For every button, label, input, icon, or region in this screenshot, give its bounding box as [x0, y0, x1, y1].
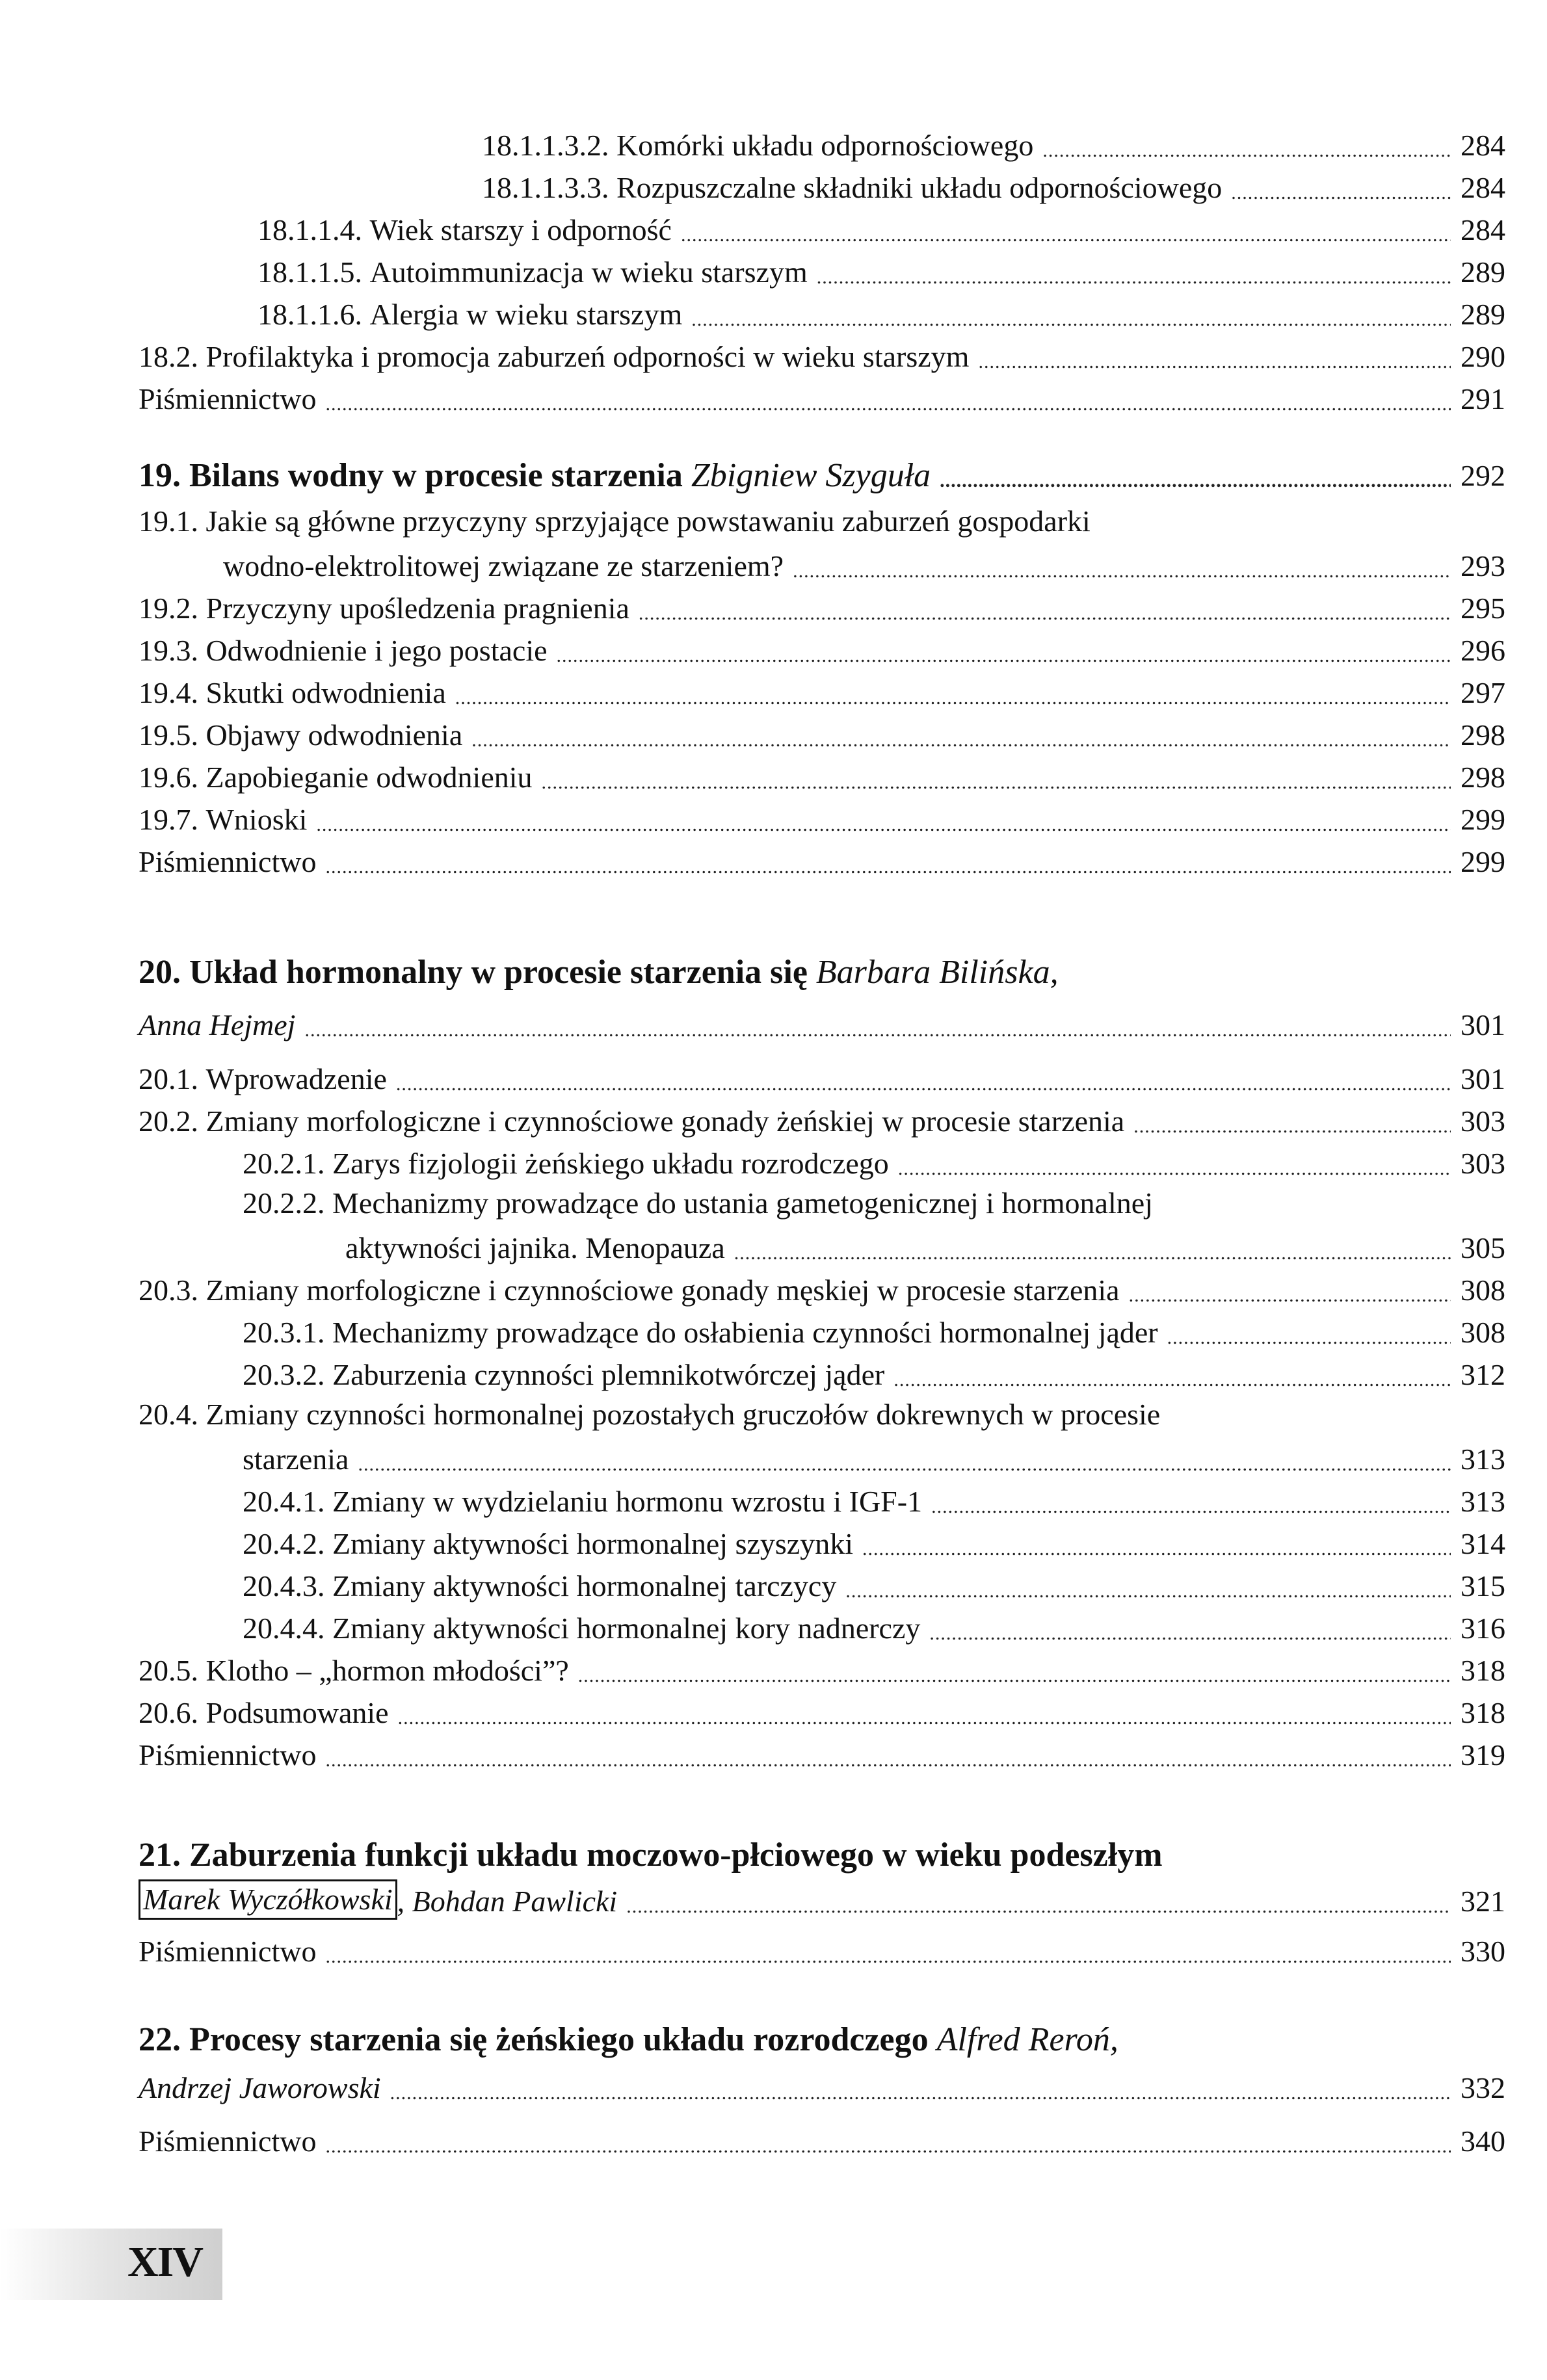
chapter-page: 332	[1461, 2071, 1505, 2104]
entry-page: 308	[1461, 1316, 1505, 1349]
entry-page: 303	[1461, 1105, 1505, 1138]
chapter-page: 321	[1461, 1885, 1505, 1918]
dot-leader	[940, 468, 1451, 494]
dot-leader	[1167, 1325, 1451, 1351]
entry-number: 19.6.	[139, 761, 198, 794]
entry-page: 284	[1461, 171, 1505, 204]
dot-leader	[325, 2134, 1451, 2160]
dot-leader	[325, 1944, 1451, 1970]
page-number-tab	[0, 2229, 222, 2300]
toc-entry[interactable]	[139, 1270, 1505, 1309]
entry-title: Klotho – „hormon młodości”?	[205, 1654, 569, 1687]
entry-page: 284	[1461, 129, 1505, 162]
dot-leader	[325, 854, 1451, 880]
dot-leader	[1133, 1114, 1451, 1140]
entry-title: Wnioski	[205, 803, 308, 836]
entry-title: Mechanizmy prowadzące do ustania gametogenicznej i hormonalnej	[332, 1186, 1153, 1220]
toc-entry[interactable]	[139, 1101, 1505, 1140]
entry-title: Zapobieganie odwodnieniu	[205, 761, 533, 794]
entry-number: 20.2.2.	[243, 1186, 325, 1220]
entry-title: Komórki układu odpornościowego	[616, 129, 1034, 162]
entry-number: 20.3.2.	[243, 1358, 325, 1391]
entry-page: 316	[1461, 1612, 1505, 1645]
entry-page: 296	[1461, 634, 1505, 667]
entry-number: 19.5.	[139, 718, 198, 752]
dot-leader	[929, 1621, 1451, 1647]
entry-number: 18.1.1.3.3.	[482, 171, 609, 204]
entry-title: Rozpuszczalne składniki układu odpornościowego	[616, 171, 1223, 204]
dot-leader	[396, 1071, 1451, 1097]
toc-entry[interactable]	[139, 1565, 1505, 1604]
dot-leader	[1231, 180, 1451, 206]
entry-title: Zmiany morfologiczne i czynnościowe gonady męskiej w procesie starzenia	[205, 1274, 1120, 1307]
entry-title: Objawy odwodnienia	[205, 718, 463, 752]
dot-leader	[304, 1017, 1451, 1043]
dot-leader	[578, 1663, 1451, 1689]
entry-number: 20.4.	[139, 1398, 198, 1431]
chapter-21-authors-line[interactable]	[139, 1881, 1505, 1920]
dot-leader	[1129, 1283, 1451, 1309]
entry-page: 305	[1461, 1231, 1505, 1264]
entry-number: 18.1.1.4.	[258, 213, 362, 246]
chapter-22-heading[interactable]	[139, 2022, 1118, 2058]
dot-leader	[557, 643, 1451, 669]
dot-leader	[390, 2080, 1451, 2106]
entry-page: 330	[1461, 1935, 1505, 1968]
entry-page: 289	[1461, 298, 1505, 331]
chapter-authors: Zbigniew Szyguła	[691, 457, 931, 494]
dot-leader	[542, 770, 1451, 796]
chapter-page: 301	[1461, 1008, 1505, 1041]
toc-entry[interactable]	[139, 757, 1505, 796]
page-number: XIV	[127, 2238, 203, 2286]
chapter-authors: , Bohdan Pawlicki	[397, 1885, 618, 1918]
toc-entry-bibliography[interactable]	[139, 1931, 1505, 1970]
entry-page: 301	[1461, 1062, 1505, 1095]
entry-title: Zmiany aktywności hormonalnej kory nadnerczy	[332, 1612, 921, 1645]
entry-title: Odwodnienie i jego postacie	[205, 634, 548, 667]
toc-entry[interactable]	[139, 1650, 1505, 1689]
entry-title: Przyczyny upośledzenia pragnienia	[205, 592, 629, 625]
entry-page: 298	[1461, 761, 1505, 794]
dot-leader	[793, 558, 1451, 584]
entry-title: Zmiany aktywności hormonalnej tarczycy	[332, 1569, 837, 1602]
toc-entry-line2[interactable]	[139, 1227, 1505, 1266]
toc-entry[interactable]	[139, 125, 1505, 164]
entry-title-cont: starzenia	[243, 1443, 349, 1476]
entry-number: 19.7.	[139, 803, 198, 836]
toc-entry[interactable]	[139, 1608, 1505, 1647]
dot-leader	[817, 265, 1451, 291]
toc-entry[interactable]	[139, 1692, 1505, 1731]
entry-title: Piśmiennictwo	[139, 1738, 317, 1772]
toc-entry-line1[interactable]	[139, 1396, 1160, 1433]
dot-leader	[734, 1240, 1451, 1266]
toc-entry[interactable]	[139, 336, 1505, 375]
toc-entry-bibliography[interactable]	[139, 2121, 1505, 2160]
entry-page: 313	[1461, 1485, 1505, 1518]
entry-title: Zmiany morfologiczne i czynnościowe gonady żeńskiej w procesie starzenia	[205, 1105, 1125, 1138]
entry-title-cont: aktywności jajnika. Menopauza	[345, 1231, 725, 1264]
toc-entry[interactable]	[139, 1058, 1505, 1097]
entry-page: 340	[1461, 2125, 1505, 2158]
toc-entry-bibliography[interactable]	[139, 378, 1505, 417]
entry-title: Piśmiennictwo	[139, 2125, 317, 2158]
chapter-title: Zaburzenia funkcji układu moczowo-płciowego w wieku podeszłym	[189, 1837, 1163, 1874]
dot-leader	[639, 601, 1451, 627]
toc-entry[interactable]	[139, 714, 1505, 753]
entry-title: Mechanizmy prowadzące do osłabienia czynności hormonalnej jąder	[332, 1316, 1158, 1349]
entry-title: Profilaktyka i promocja zaburzeń odporności w wieku starszym	[205, 340, 970, 373]
dot-leader	[626, 1894, 1451, 1920]
entry-page: 299	[1461, 845, 1505, 878]
toc-entry[interactable]	[139, 1481, 1505, 1520]
chapter-page: 292	[1461, 459, 1505, 492]
entry-page: 308	[1461, 1274, 1505, 1307]
dot-leader	[898, 1156, 1451, 1182]
entry-number: 20.4.4.	[243, 1612, 325, 1645]
entry-page: 318	[1461, 1696, 1505, 1729]
dot-leader	[893, 1367, 1451, 1393]
toc-entry-line1[interactable]	[139, 503, 1091, 540]
entry-page: 289	[1461, 255, 1505, 289]
entry-title: Piśmiennictwo	[139, 1935, 317, 1968]
dot-leader	[358, 1452, 1451, 1478]
toc-entry-line2[interactable]	[139, 545, 1505, 584]
entry-title: Zmiany czynności hormonalnej pozostałych gruczołów dokrewnych w procesie	[205, 1398, 1161, 1431]
chapter-21-heading[interactable]	[139, 1837, 1163, 1874]
chapter-22-authors-line[interactable]	[139, 2067, 1505, 2106]
chapter-title: Bilans wodny w procesie starzenia	[189, 457, 683, 494]
entry-number: 20.4.1.	[243, 1485, 325, 1518]
entry-number: 18.1.1.3.2.	[482, 129, 609, 162]
entry-number: 19.4.	[139, 676, 198, 709]
dot-leader	[845, 1578, 1451, 1604]
entry-page: 295	[1461, 592, 1505, 625]
entry-number: 20.4.2.	[243, 1527, 325, 1560]
entry-page: 291	[1461, 382, 1505, 415]
entry-page: 319	[1461, 1738, 1505, 1772]
entry-number: 18.1.1.6.	[258, 298, 362, 331]
dot-leader	[398, 1705, 1451, 1731]
entry-title: Zmiany w wydzielaniu hormonu wzrostu i IGF-1	[332, 1485, 923, 1518]
dot-leader	[471, 727, 1451, 753]
entry-number: 20.3.	[139, 1274, 198, 1307]
chapter-19-heading[interactable]	[139, 455, 1505, 494]
chapter-20-heading[interactable]	[139, 954, 1059, 991]
entry-page: 313	[1461, 1443, 1505, 1476]
entry-number: 19.3.	[139, 634, 198, 667]
dot-leader	[931, 1494, 1451, 1520]
dot-leader	[691, 307, 1451, 333]
dot-leader	[325, 391, 1451, 417]
chapter-authors: Alfred Reroń,	[936, 2021, 1118, 2058]
chapter-number: 22.	[139, 2021, 181, 2058]
toc-entry[interactable]	[139, 588, 1505, 627]
chapter-number: 19.	[139, 457, 181, 494]
entry-page: 314	[1461, 1527, 1505, 1560]
entry-page: 318	[1461, 1654, 1505, 1687]
toc-entry[interactable]	[139, 630, 1505, 669]
entry-number: 20.3.1.	[243, 1316, 325, 1349]
entry-title: Jakie są główne przyczyny sprzyjające powstawaniu zaburzeń gospodarki	[205, 504, 1091, 538]
entry-page: 303	[1461, 1147, 1505, 1180]
chapter-authors-cont: Anna Hejmej	[139, 1008, 296, 1041]
toc-entry[interactable]	[139, 1143, 1505, 1182]
entry-number: 18.2.	[139, 340, 198, 373]
entry-title: Autoimmunizacja w wieku starszym	[369, 255, 808, 289]
entry-title: Piśmiennictwo	[139, 845, 317, 878]
entry-number: 20.5.	[139, 1654, 198, 1687]
chapter-number: 21.	[139, 1837, 181, 1874]
dot-leader	[978, 349, 1451, 375]
toc-entry[interactable]	[139, 252, 1505, 291]
dot-leader	[455, 685, 1451, 711]
entry-page: 293	[1461, 549, 1505, 582]
entry-page: 315	[1461, 1569, 1505, 1602]
toc-entry[interactable]	[139, 209, 1505, 248]
entry-page: 312	[1461, 1358, 1505, 1391]
chapter-number: 20.	[139, 954, 181, 991]
entry-title-cont: wodno-elektrolitowej związane ze starzeniem?	[223, 549, 784, 582]
entry-page: 290	[1461, 340, 1505, 373]
entry-number: 20.4.3.	[243, 1569, 325, 1602]
entry-title: Zarys fizjologii żeńskiego układu rozrodczego	[332, 1147, 889, 1180]
toc-entry-bibliography[interactable]	[139, 1734, 1505, 1773]
entry-number: 19.1.	[139, 504, 198, 538]
chapter-20-authors-line[interactable]	[139, 1004, 1505, 1043]
toc-entry[interactable]	[139, 294, 1505, 333]
entry-page: 299	[1461, 803, 1505, 836]
entry-page: 298	[1461, 718, 1505, 752]
dot-leader	[862, 1536, 1451, 1562]
entry-number: 18.1.1.5.	[258, 255, 362, 289]
toc-entry[interactable]	[139, 1312, 1505, 1351]
chapter-authors-cont: Andrzej Jaworowski	[139, 2071, 381, 2104]
entry-number: 20.2.	[139, 1105, 198, 1138]
chapter-title: Procesy starzenia się żeńskiego układu rozrodczego	[189, 2021, 929, 2058]
entry-title: Zaburzenia czynności plemnikotwórczej jąder	[332, 1358, 885, 1391]
toc-entry[interactable]	[139, 1354, 1505, 1393]
toc-entry[interactable]	[139, 1523, 1505, 1562]
entry-title: Zmiany aktywności hormonalnej szyszynki	[332, 1527, 854, 1560]
entry-number: 20.1.	[139, 1062, 198, 1095]
toc-entry-bibliography[interactable]	[139, 841, 1505, 880]
chapter-title: Układ hormonalny w procesie starzenia się	[189, 954, 808, 991]
entry-title: Alergia w wieku starszym	[369, 298, 683, 331]
toc-entry[interactable]	[139, 167, 1505, 206]
entry-title: Wiek starszy i odporność	[369, 213, 672, 246]
dot-leader	[1042, 138, 1451, 164]
chapter-author-boxed: Marek Wyczółkowski	[139, 1879, 397, 1920]
entry-title: Podsumowanie	[205, 1696, 389, 1729]
toc-entry-line1[interactable]	[243, 1185, 1153, 1222]
toc-entry[interactable]	[139, 672, 1505, 711]
entry-title: Piśmiennictwo	[139, 382, 317, 415]
entry-title: Wprowadzenie	[205, 1062, 387, 1095]
toc-entry[interactable]	[139, 799, 1505, 838]
chapter-authors: Barbara Bilińska,	[815, 954, 1059, 991]
entry-number: 20.6.	[139, 1696, 198, 1729]
entry-title: Skutki odwodnienia	[205, 676, 446, 709]
entry-page: 297	[1461, 676, 1505, 709]
toc-entry-line2[interactable]	[139, 1439, 1505, 1478]
entry-number: 19.2.	[139, 592, 198, 625]
dot-leader	[681, 222, 1451, 248]
entry-page: 284	[1461, 213, 1505, 246]
dot-leader	[325, 1747, 1451, 1773]
entry-number: 20.2.1.	[243, 1147, 325, 1180]
dot-leader	[316, 812, 1451, 838]
